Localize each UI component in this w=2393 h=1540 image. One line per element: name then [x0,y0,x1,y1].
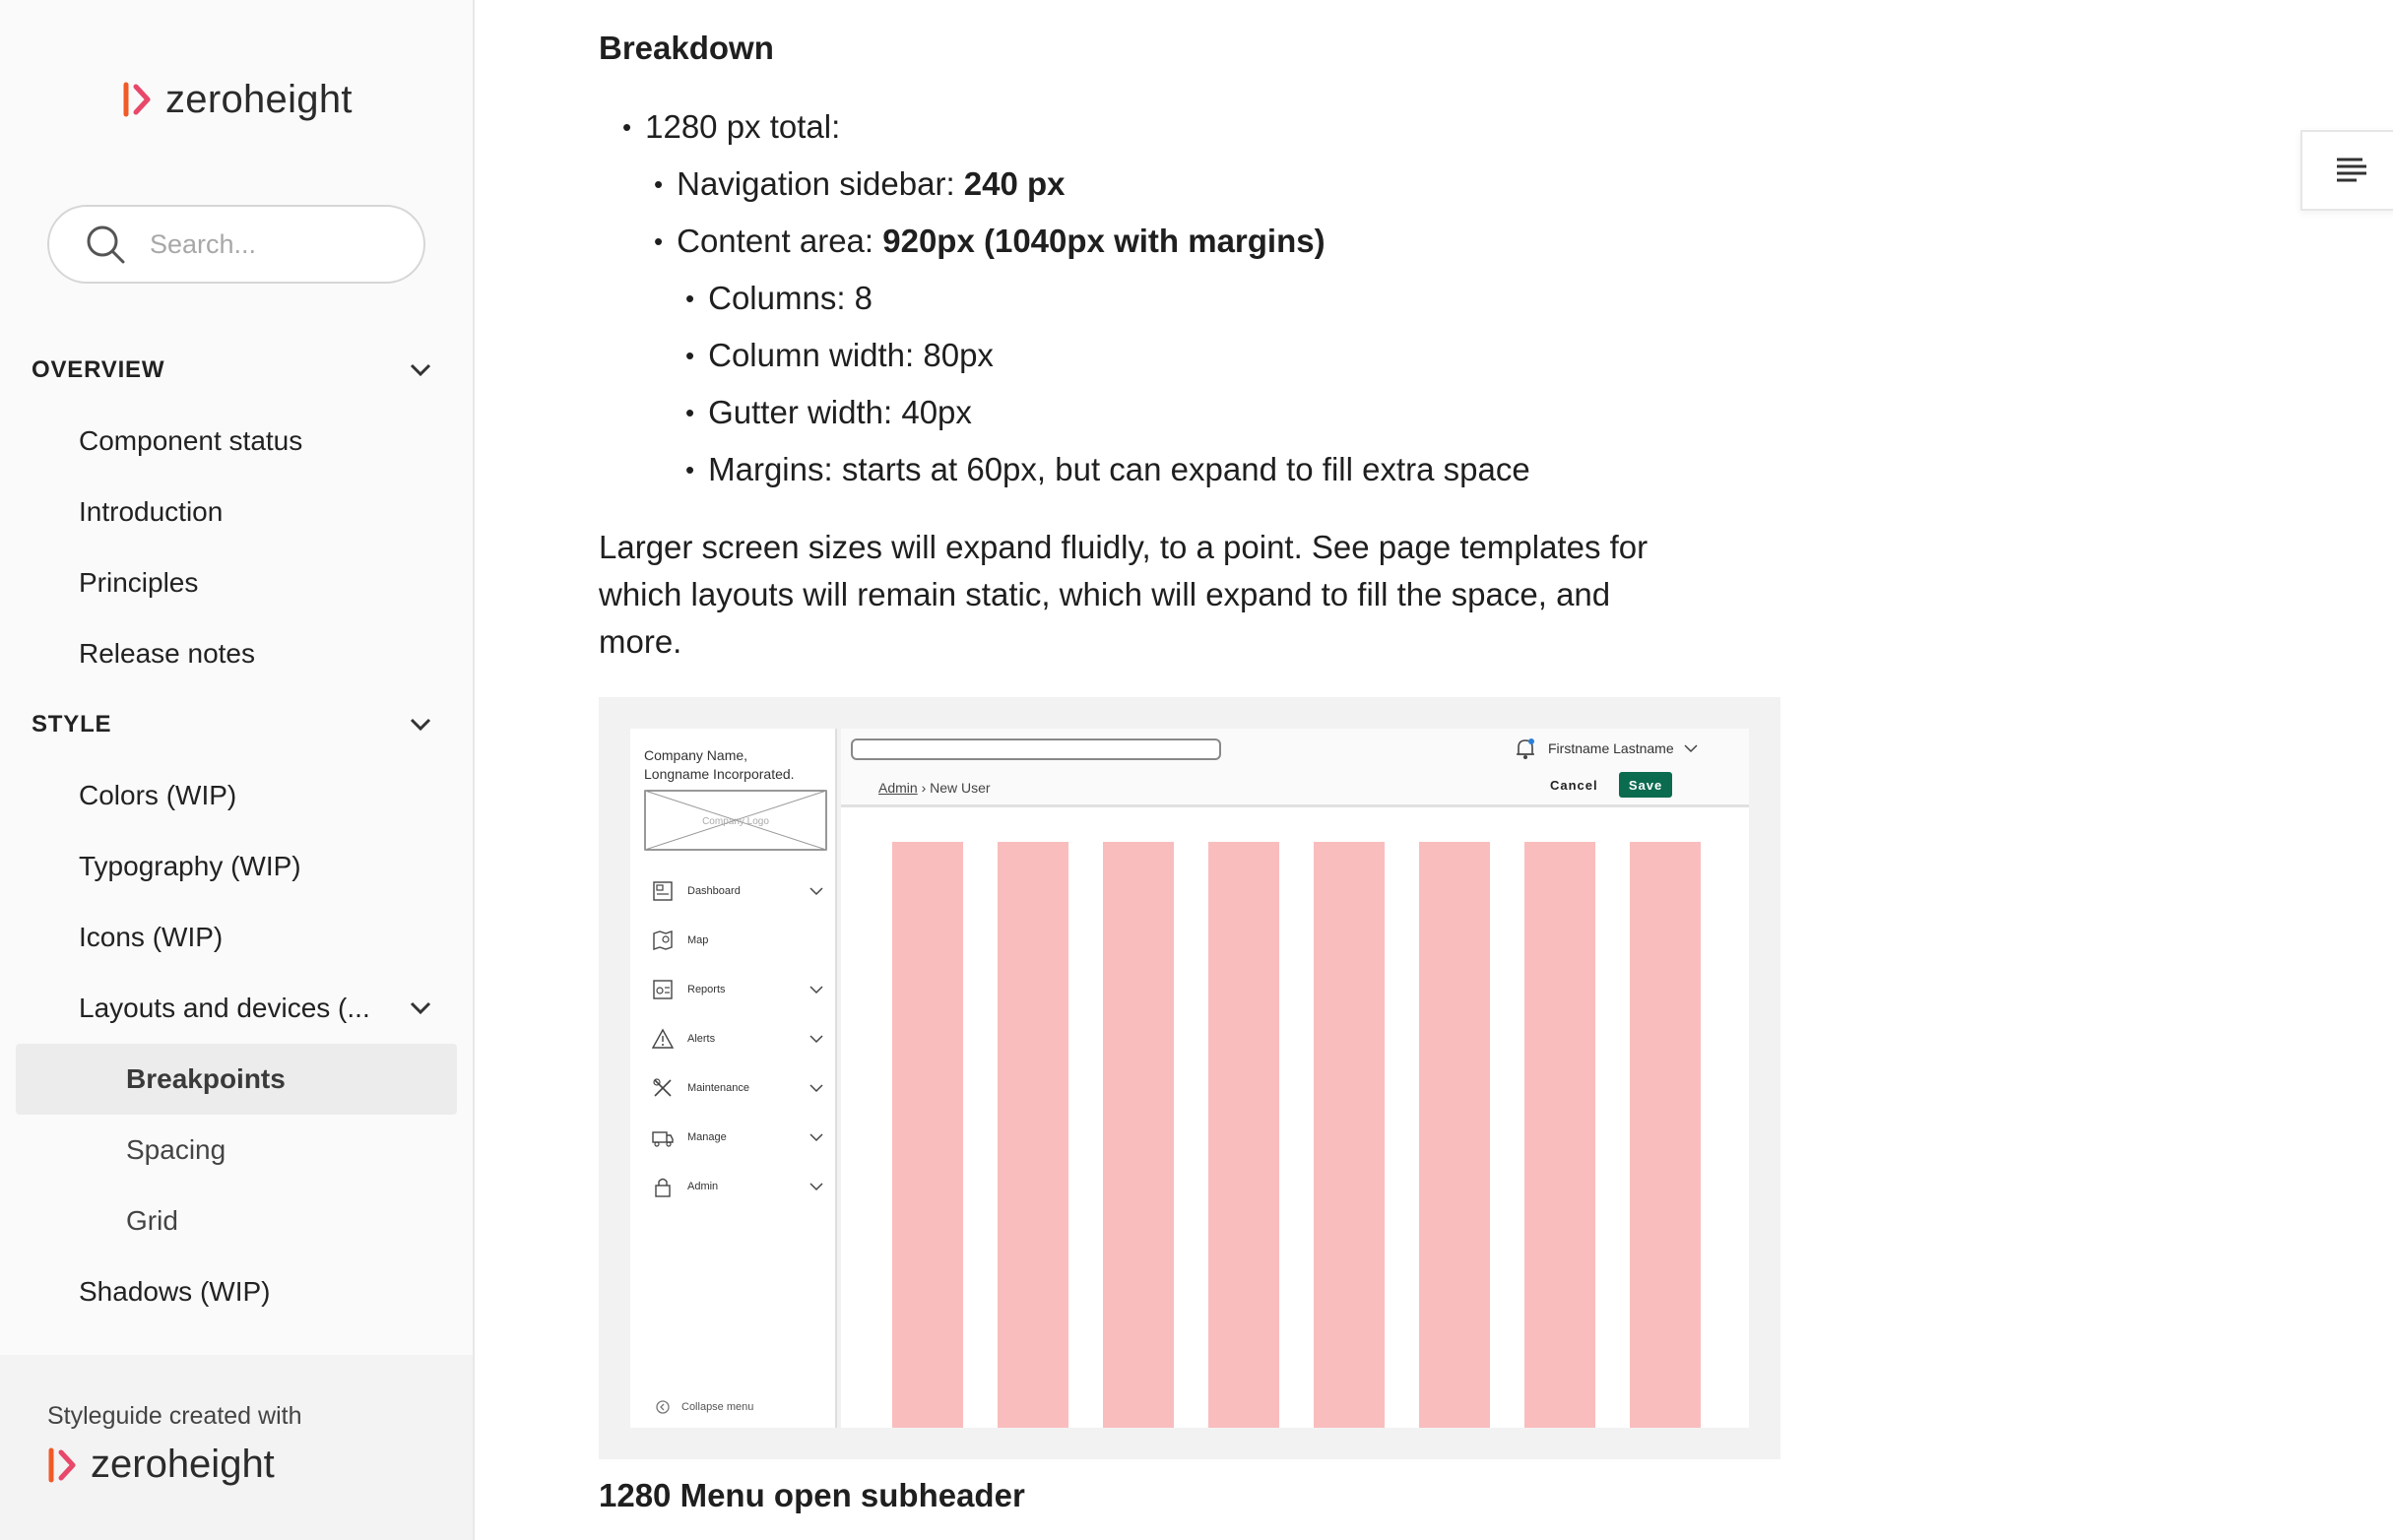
wireframe-nav-label: Admin [687,1181,719,1192]
list-text: • Margins: starts at 60px, but can expand to fill extra space [708,451,1530,487]
wireframe-nav-item [630,1113,837,1162]
wireframe-company-name [644,746,795,784]
reports-icon [652,979,674,1000]
list-lines-icon [2333,156,2368,185]
list-item [599,156,1530,213]
layout-wireframe-image [599,697,1780,1459]
sidebar-item-icons[interactable] [0,902,473,973]
list-text: • Gutter width: 40px [708,394,972,430]
zeroheight-mark-icon [122,81,152,118]
wireframe-nav-item [630,1063,837,1113]
list-value: 920px (1040px with margins) [882,223,1326,259]
grid-column [1630,842,1701,1428]
grid-column [892,842,963,1428]
chevron-down-icon [809,1133,823,1142]
sidebar-item-layouts-and-devices[interactable] [0,973,473,1044]
search-box[interactable] [47,205,425,284]
collapse-menu [656,1400,753,1414]
logo-placeholder-label: Company Logo [702,816,769,827]
list-item [599,441,1530,498]
list-text: • 1280 px total: [645,108,841,145]
chevron-down-icon[interactable] [410,363,431,377]
sidebar-item-component-status[interactable] [0,406,473,477]
sidebar-nav [0,335,473,1327]
grid-column [1524,842,1595,1428]
chevron-down-icon [809,986,823,995]
zeroheight-mark-icon [47,1446,77,1484]
wireframe-sidebar [630,729,837,1428]
wireframe-nav-label: Manage [687,1131,727,1143]
wireframe-user-menu [1548,740,1698,756]
chevron-down-icon [1684,744,1698,753]
company-line: Company Name, [644,747,748,763]
sidebar-item-label: Principles [79,567,199,598]
sidebar-item-label: Typography (WIP) [79,851,301,881]
zeroheight-logo[interactable] [122,75,353,124]
subheader: 1280 Menu open subheader [599,1477,1025,1513]
footer-wordmark: zeroheight [91,1443,275,1486]
lock-icon [652,1176,674,1197]
section-style[interactable] [0,689,473,760]
grid-column [998,842,1068,1428]
list-item [599,384,1530,441]
wireframe-nav-label: Alerts [687,1033,716,1045]
dashboard-icon [652,880,674,902]
company-logo-placeholder-icon [644,790,827,851]
search-input[interactable] [150,229,416,260]
wireframe-save-button: Save [1619,772,1672,798]
wireframe-nav-item [630,866,837,916]
truck-icon [652,1126,674,1148]
list-text: • Column width: 80px [708,337,994,373]
wireframe-nav-label: Maintenance [687,1082,749,1094]
footer-logo[interactable] [47,1443,473,1487]
body-paragraph: Larger screen sizes will expand fluidly, to a point. See page templates for which layouts will remain static, which will expand to fill the space, and more. [599,529,1649,660]
grid-columns [841,810,1749,1428]
wireframe-search-bar [851,738,1221,760]
section-title: OVERVIEW [32,356,165,383]
breadcrumb-link: Admin [878,780,918,796]
list-value: 240 px [963,165,1066,202]
company-line: Longname Incorporated. [644,766,795,782]
sidebar-item-label: Colors (WIP) [79,780,237,810]
sidebar-item-label: Spacing [126,1134,226,1165]
wireframe-nav-item [630,1014,837,1063]
collapse-label: Collapse menu [681,1401,754,1413]
wireframe-nav-label: Reports [687,984,726,995]
wireframe-nav-item [630,916,837,965]
sidebar-item-typography[interactable] [0,831,473,902]
sidebar-item-label: Introduction [79,496,224,527]
section-title: STYLE [32,711,112,738]
sidebar-item-grid[interactable] [0,1186,473,1256]
list-item [599,213,1530,270]
section-overview[interactable] [0,335,473,406]
sidebar-item-label: Release notes [79,638,256,669]
wireframe-main [841,729,1749,1428]
section-heading: Breakdown [599,30,774,66]
sidebar-item-label: Component status [79,425,303,456]
sidebar [0,0,475,1540]
chevron-down-icon[interactable] [410,718,431,732]
bell-icon [1515,737,1536,760]
sidebar-item-introduction[interactable] [0,477,473,547]
alert-icon [652,1028,674,1050]
wireframe-nav-label: Dashboard [687,885,741,897]
sidebar-item-label: Grid [126,1205,178,1236]
sidebar-item-colors[interactable] [0,760,473,831]
list-text: • Content area: [677,223,874,259]
sidebar-item-release-notes[interactable] [0,618,473,689]
list-item [599,98,1530,156]
sidebar-item-spacing[interactable] [0,1115,473,1186]
grid-column [1103,842,1174,1428]
maintenance-icon [652,1077,674,1099]
list-text: • Navigation sidebar: [677,165,955,202]
sidebar-footer [0,1355,473,1540]
search-icon [85,224,126,265]
user-name: Firstname Lastname [1548,740,1674,756]
breadcrumb-separator: › [917,780,931,796]
list-item [599,327,1530,384]
wireframe-breadcrumb [878,780,991,796]
wireframe-nav-label: Map [687,934,709,946]
table-of-contents-button[interactable] [2300,130,2393,211]
breakdown-list [599,98,1530,498]
sidebar-item-label: Breakpoints [126,1063,286,1094]
list-text: • Columns: 8 [708,280,873,316]
grid-column [1314,842,1385,1428]
sidebar-item-shadows[interactable] [0,1256,473,1327]
breadcrumb-current: New User [930,780,991,796]
sidebar-item-label: Layouts and devices (... [79,993,370,1023]
sidebar-item-label: Icons (WIP) [79,922,224,952]
made-with-text: Styleguide created with [47,1402,302,1430]
sidebar-item-breakpoints[interactable] [16,1044,457,1115]
sidebar-item-label: Shadows (WIP) [79,1276,271,1307]
chevron-down-icon [809,887,823,896]
chevron-down-icon [809,1183,823,1191]
chevron-down-icon [809,1035,823,1044]
collapse-icon [656,1400,670,1414]
wireframe-nav-item [630,965,837,1014]
logo-wordmark: zeroheight [165,77,353,121]
grid-column [1208,842,1279,1428]
grid-column [1419,842,1490,1428]
wireframe-header [841,729,1749,807]
wireframe-cancel-button: Cancel [1550,778,1598,793]
list-item [599,270,1530,327]
sidebar-item-principles[interactable] [0,547,473,618]
wireframe-nav-item [630,1162,837,1211]
map-icon [652,930,674,951]
wireframe-nav [630,866,837,1211]
chevron-down-icon [809,1084,823,1093]
chevron-down-icon[interactable] [410,1001,431,1015]
